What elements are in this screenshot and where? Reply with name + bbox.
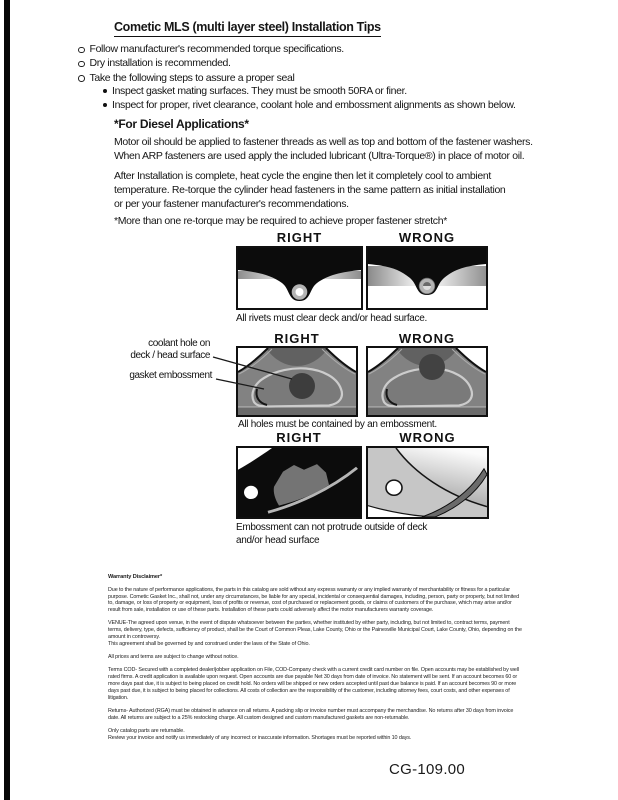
rivet-clear-illustration bbox=[238, 248, 361, 308]
diesel-paragraph-2 bbox=[114, 169, 505, 212]
row3-wrong-diagram bbox=[366, 446, 489, 519]
row1-wrong-diagram bbox=[366, 246, 488, 310]
page-left-border bbox=[4, 0, 10, 800]
diesel-paragraph-1 bbox=[114, 135, 533, 163]
annotation-line: deck / head surface bbox=[130, 350, 210, 361]
legal-paragraph: Terms COD- Secured with a completed dealer/jobber application on File, COD-Company check with a current credit card number on file. Open accounts may be established by well rated firms. A credit application is available upon request. Open accounts are due payable Net 30 days from date of invoice. No statement will be sent. If an account becomes 60 or more days past due, it is subject to being placed on credit hold. No orders will be shipped or new orders accepted until past due balance is paid. If an account becomes 90 or more days past due, it is subject to being placed for collections. All costs of collection are the responsibility of the customer, including attorney fees, court costs, and other expenses of litigation. bbox=[108, 667, 519, 701]
list-item bbox=[78, 71, 344, 85]
embossment-inside-illustration bbox=[238, 448, 360, 517]
legal-paragraph: Only catalog parts are returnable. bbox=[108, 728, 185, 735]
list-item bbox=[78, 56, 344, 70]
list-item-text: Inspect gasket mating surfaces. They must be smooth 50RA or finer. bbox=[112, 85, 407, 97]
legal-paragraph: This agreement shall be governed by and construed under the laws of the State of Ohio. bbox=[108, 640, 310, 647]
warranty-disclaimer-heading: Warranty Disclaimer* bbox=[108, 574, 163, 580]
caption-line: and/or head surface bbox=[236, 535, 320, 546]
retorque-note: *More than one re-torque may be required to achieve proper fastener stretch* bbox=[114, 215, 447, 227]
annotation-line: coolant hole on bbox=[148, 338, 210, 349]
paragraph-line: After Installation is complete, heat cycle the engine then let it completely cool to ambient bbox=[114, 170, 491, 182]
list-item bbox=[78, 42, 344, 56]
list-item-text: Follow manufacturer's recommended torque specifications. bbox=[89, 43, 344, 55]
legal-paragraph: Review your invoice and notify us immediately of any incorrect or inaccurate information. Shortages must be reported within 10 days. bbox=[108, 734, 412, 741]
circle-bullet-icon bbox=[78, 75, 85, 82]
row1-wrong-label: WRONG bbox=[398, 230, 456, 245]
warranty-disclaimer-section bbox=[108, 574, 524, 742]
page-code: CG-109.00 bbox=[389, 761, 466, 778]
legal-paragraph: Returns- Authorized (RGA) must be obtained in advance on all returns. A packing slip or invoice number must accompany the merchandise. No returns after 30 days from invoice date. All returns are subject to a 25% restocking charge. All custom designed and custom manufactured gaskets are non-returnable. bbox=[108, 707, 514, 721]
dot-bullet-icon bbox=[103, 103, 107, 107]
caption-line: Embossment can not protrude outside of deck bbox=[236, 522, 428, 533]
row2-caption: All holes must be contained by an embossment. bbox=[238, 419, 437, 430]
row1-right-label: RIGHT bbox=[276, 230, 323, 245]
row3-caption bbox=[236, 521, 427, 547]
list-item-text: Dry installation is recommended. bbox=[89, 57, 231, 70]
list-item-text: Take the following steps to assure a proper seal bbox=[89, 71, 295, 84]
row2-right-diagram bbox=[236, 346, 358, 417]
rivet-on-deck-illustration bbox=[368, 248, 486, 308]
paragraph-line: Motor oil should be applied to fastener threads as well as top and bottom of the fastener washers. bbox=[114, 136, 533, 148]
list-item bbox=[103, 84, 516, 98]
gasket-embossment-annotation bbox=[62, 370, 212, 382]
list-item bbox=[103, 98, 516, 112]
row3-right-diagram bbox=[236, 446, 362, 519]
diesel-applications-heading: *For Diesel Applications* bbox=[114, 117, 249, 131]
legal-paragraph: Due to the nature of performance applications, the parts in this catalog are sold without any express warranty or any implied warranty of merchantability or fitness for a particular purpose. Cometic Gasket Inc., shall not, under any circumstances, be liable for any special, incidental or consequential damages, including, person, party or property, but not limited to, damage, or loss of property or equipment, loss of profits or revenue, cost of purchased or replacement goods, or claims of customers of the purchase, which may arise and/or result from sale, installation or use of these parts. Installation of these parts could adversely affect the motor manufacturers warranty coverage. bbox=[108, 586, 519, 614]
embossment-protruding-illustration bbox=[368, 448, 487, 517]
dot-bullet-icon bbox=[103, 89, 107, 93]
row2-wrong-diagram bbox=[366, 346, 488, 417]
paragraph-line: or per your fastener manufacturer's recommendations. bbox=[114, 198, 349, 211]
row3-wrong-label: WRONG bbox=[399, 430, 456, 445]
tips-list bbox=[78, 42, 344, 85]
hole-outside-illustration bbox=[368, 348, 486, 415]
circle-bullet-icon bbox=[78, 61, 85, 68]
annotation-line: gasket embossment bbox=[129, 370, 212, 381]
row2-wrong-label: WRONG bbox=[398, 331, 456, 346]
row3-right-label: RIGHT bbox=[276, 430, 322, 445]
circle-bullet-icon bbox=[78, 47, 85, 54]
legal-paragraph: All prices and terms are subject to change without notice. bbox=[108, 654, 239, 661]
hole-contained-illustration bbox=[238, 348, 356, 415]
row2-right-label: RIGHT bbox=[274, 331, 320, 346]
paragraph-line: When ARP fasteners are used apply the included lubricant (Ultra-Torque®) in place of motor oil. bbox=[114, 150, 525, 163]
paragraph-line: temperature. Re-torque the cylinder head fasteners in the same pattern as initial installation bbox=[114, 184, 506, 197]
legal-paragraph: VENUE-The agreed upon venue, in the event of dispute whatsoever between the parties, whether instituted by either party, including, but not limited to, contract terms, payment terms, delivery, type, defects, sufficiency of product, shall be the Court of Common Pleas, Lake County, Ohio or the Painesville Municipal Court, Lake County, Ohio, depending on the amount in controversy. bbox=[108, 620, 522, 641]
coolant-hole-annotation bbox=[60, 338, 210, 362]
page-title: Cometic MLS (multi layer steel) Installation Tips bbox=[114, 20, 381, 37]
row1-caption: All rivets must clear deck and/or head surface. bbox=[236, 313, 427, 324]
list-item-text: Inspect for proper, rivet clearance, coolant hole and embossment alignments as shown below. bbox=[112, 99, 516, 112]
tips-sublist bbox=[103, 84, 516, 113]
row1-right-diagram bbox=[236, 246, 363, 310]
